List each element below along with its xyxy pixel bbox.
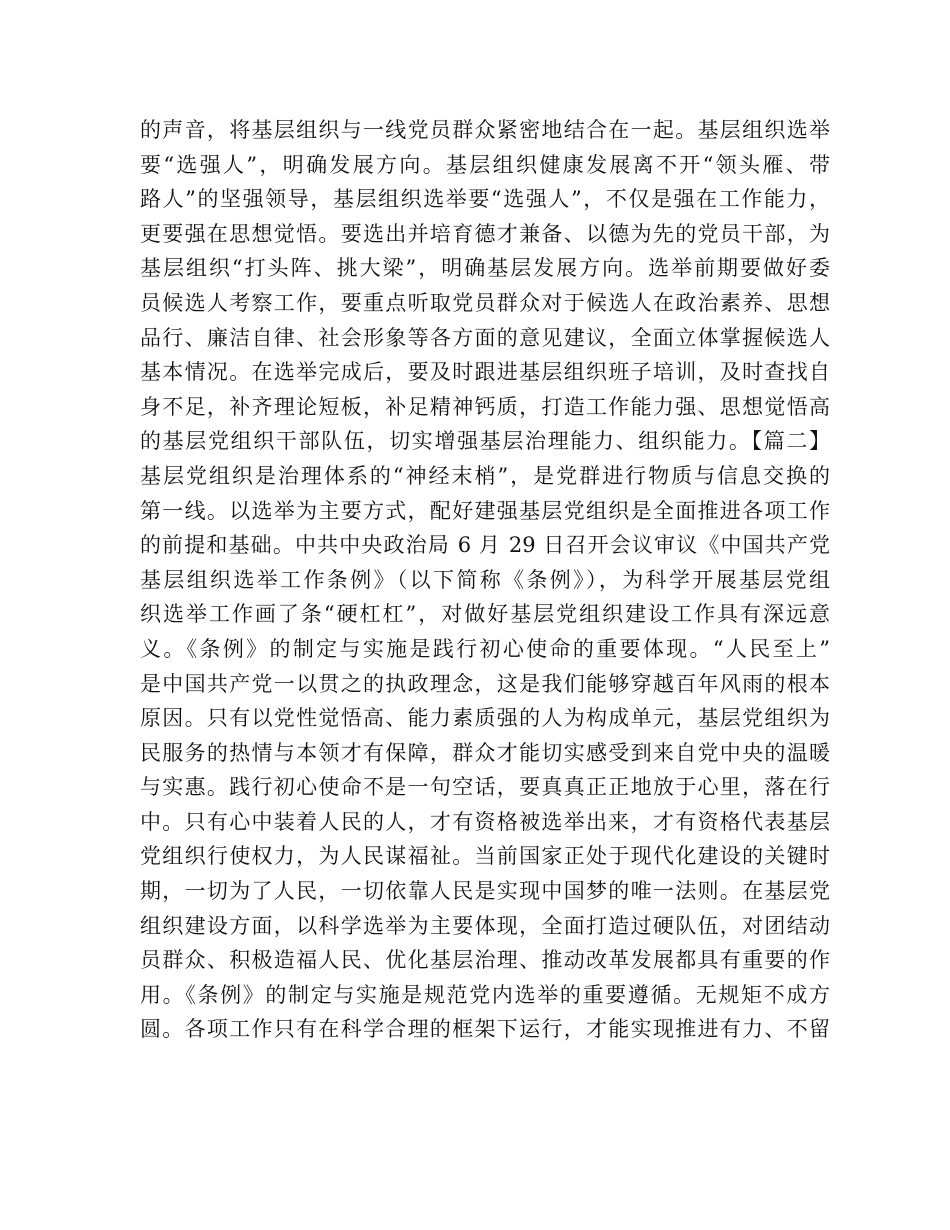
text-line: 党组织行使权力，为人民谋福祉。当前国家正处于现代化建设的关键时	[140, 844, 830, 869]
text-line: 第一线。以选举为主要方式，配好建强基层党组织是全面推进各项工作	[140, 498, 830, 523]
text-line: 品行、廉洁自律、社会形象等各方面的意见建议，全面立体掌握候选人	[140, 325, 830, 350]
text-line: 路人”的坚强领导，基层组织选举要“选强人”，不仅是强在工作能力，	[140, 187, 830, 212]
text-line: 织选举工作画了条“硬杠杠”，对做好基层党组织建设工作具有深远意	[140, 602, 830, 627]
text-line: 基层党组织是治理体系的“神经末梢”，是党群进行物质与信息交换的	[140, 463, 830, 488]
text-line: 是中国共产党一以贯之的执政理念，这是我们能够穿越百年风雨的根本	[140, 671, 830, 696]
body-text	[140, 113, 830, 1047]
text-line: 员候选人考察工作，要重点听取党员群众对于候选人在政治素养、思想	[140, 290, 830, 315]
text-line: 原因。只有以党性觉悟高、能力素质强的人为构成单元，基层党组织为	[140, 706, 830, 731]
text-line: 基层组织“打头阵、挑大梁”，明确基层发展方向。选举前期要做好委	[140, 256, 830, 281]
text-line: 基本情况。在选举完成后，要及时跟进基层组织班子培训，及时查找自	[140, 360, 830, 385]
text-line: 组织建设方面，以科学选举为主要体现，全面打造过硬队伍，对团结动	[140, 913, 830, 938]
text-line: 基层组织选举工作条例》（以下简称《条例》），为科学开展基层党组	[140, 567, 830, 592]
text-line: 的基层党组织干部队伍，切实增强基层治理能力、组织能力。【篇二】	[140, 429, 830, 454]
text-line: 与实惠。践行初心使命不是一句空话，要真真正正地放于心里，落在行	[140, 775, 830, 800]
text-line: 的声音，将基层组织与一线党员群众紧密地结合在一起。基层组织选举	[140, 118, 830, 142]
text-line: 要“选强人”，明确发展方向。基层组织健康发展离不开“领头雁、带	[140, 152, 830, 177]
text-line: 民服务的热情与本领才有保障，群众才能切实感受到来自党中央的温暖	[140, 740, 830, 765]
text-line: 中。只有心中装着人民的人，才有资格被选举出来，才有资格代表基层	[140, 809, 830, 834]
text-line: 的前提和基础。中共中央政治局 6 月 29 日召开会议审议《中国共产党	[140, 533, 830, 558]
text-line: 员群众、积极造福人民、优化基层治理、推动改革发展都具有重要的作	[140, 948, 830, 973]
text-line: 更要强在思想觉悟。要选出并培育德才兼备、以德为先的党员干部，为	[140, 221, 830, 246]
text-line: 期，一切为了人民，一切依靠人民是实现中国梦的唯一法则。在基层党	[140, 879, 830, 904]
text-line: 义。《条例》的制定与实施是践行初心使命的重要体现。“人民至上”	[140, 636, 830, 661]
text-line: 圆。各项工作只有在科学合理的框架下运行，才能实现推进有力、不留	[140, 1017, 830, 1042]
text-line: 身不足，补齐理论短板，补足精神钙质，打造工作能力强、思想觉悟高	[140, 394, 830, 419]
text-line: 用。《条例》的制定与实施是规范党内选举的重要遵循。无规矩不成方	[140, 982, 830, 1007]
